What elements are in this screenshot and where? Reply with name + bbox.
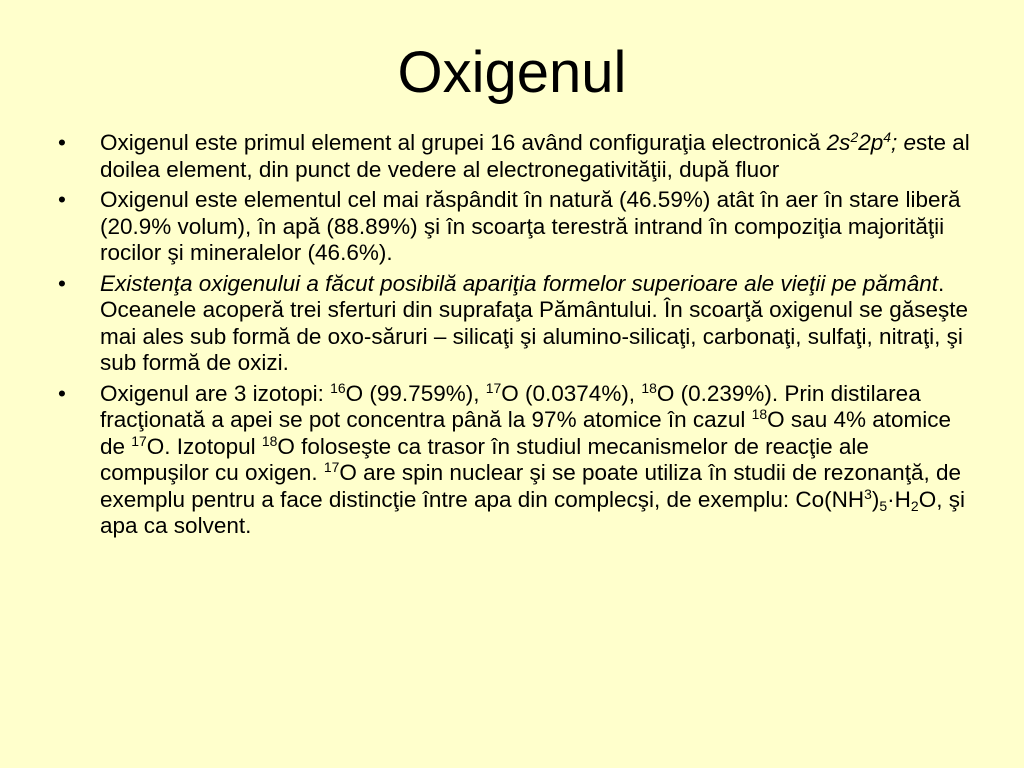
superscript: 2 [850, 129, 859, 146]
bullet-item-configuration [56, 130, 971, 183]
superscript: 16 [330, 379, 346, 396]
bullet-icon: • [58, 130, 66, 155]
bullet-icon: • [58, 380, 66, 406]
bullet-text: Oxigenul are 3 izotopi: [100, 380, 331, 406]
bullet-text: O sau 4% atomice de [100, 407, 952, 459]
bullet-text: ) [871, 486, 880, 512]
superscript: 17 [323, 459, 340, 476]
superscript: 18 [261, 432, 278, 449]
bullet-text: ·H [887, 486, 911, 512]
bullet-item-abundance [56, 187, 971, 267]
bullet-list [56, 130, 971, 544]
bullet-icon: • [58, 187, 66, 212]
bullet-text: ste al doilea element, din punct de vedere al electronegativităţii, după fluor [100, 130, 970, 182]
bullet-text: O (0.0374%), [501, 380, 642, 406]
bullet-text: . Oceanele acoperă trei sferturi din suprafaţa Pământului. În scoarţă oxigenul se găseşte mai ales sub formă de oxo-săruri – silicaţi şi alumino-silicaţi, carbonaţi, sulfaţi, nitraţi, şi sub formă de oxizi. [100, 270, 968, 375]
superscript: 17 [131, 432, 147, 449]
bullet-item-life [56, 271, 971, 377]
bullet-text: O are spin nuclear şi se poate utiliza în studii de rezonanţă, de exemplu pentru a face distincţie între apa din complecşi, de exemplu: Co(NH [100, 460, 961, 512]
italic-text: ; e [891, 130, 917, 155]
subscript: 2 [910, 497, 919, 514]
bullet-item-isotopes [56, 381, 971, 540]
orbital-2p: 2p [858, 130, 884, 155]
slide-title: Oxigenul [397, 40, 627, 105]
bullet-text: O (0.239%). Prin distilarea fracţionată a apei se pot concentra până la 97% atomice în cazul [100, 380, 921, 432]
subscript: 5 [879, 497, 888, 514]
superscript: 4 [883, 129, 891, 146]
bullet-text: O (99.759%), [345, 380, 486, 406]
superscript: 3 [864, 485, 872, 502]
superscript: 18 [641, 379, 657, 396]
orbital-2s: 2s [826, 130, 851, 155]
bullet-text: O foloseşte ca trasor în studiul mecanismelor de reacţie ale compuşilor cu oxigen. [100, 433, 869, 485]
bullet-text: O, şi apa ca solvent. [100, 486, 965, 538]
bullet-text: Oxigenul este elementul cel mai răspândit în natură (46.59%) atât în aer în stare liberă (20.9% volum), în apă (88.89%) şi în scoarţa terestră intrand în compoziţia majorităţii rocilor şi mineralelor (46.6%). [100, 187, 961, 265]
italic-text: Existenţa oxigenului a făcut posibilă apariţia formelor superioare ale vieţii pe pământ [100, 270, 938, 296]
electron-configuration [827, 130, 916, 155]
bullet-text: Oxigenul este primul element al grupei 16 având configuraţia electronică [100, 130, 827, 155]
superscript: 17 [485, 379, 502, 396]
bullet-text: O. Izotopul [146, 433, 262, 459]
superscript: 18 [751, 406, 768, 423]
bullet-icon: • [58, 270, 66, 296]
